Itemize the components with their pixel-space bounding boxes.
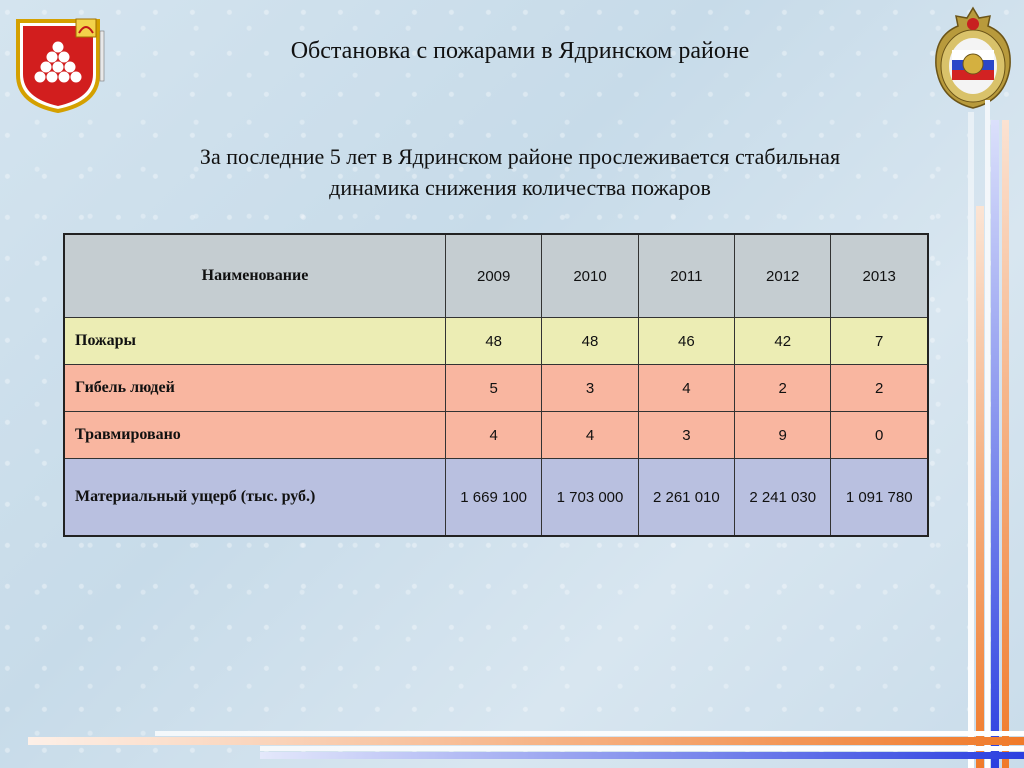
row-label: Пожары xyxy=(64,318,446,365)
table-cell: 4 xyxy=(542,412,638,459)
row-label: Травмировано xyxy=(64,412,446,459)
table-row-injured xyxy=(64,412,928,459)
header-year-2012: 2012 xyxy=(735,234,831,318)
decor-stripe-bottom-blue xyxy=(260,752,1024,759)
decor-stripe-bottom-orange xyxy=(28,737,1024,745)
table-cell: 3 xyxy=(542,365,638,412)
table-cell: 2 xyxy=(735,365,831,412)
table-row-deaths xyxy=(64,365,928,412)
page-title: Обстановка с пожарами в Ядринском районе xyxy=(290,38,750,64)
decor-stripe-white-1 xyxy=(968,112,974,768)
table-cell: 42 xyxy=(735,318,831,365)
table-cell: 2 xyxy=(831,365,928,412)
table-cell: 1 703 000 xyxy=(542,459,638,537)
row-label: Материальный ущерб (тыс. руб.) xyxy=(64,459,446,537)
header-year-2009: 2009 xyxy=(446,234,542,318)
table-cell: 2 241 030 xyxy=(735,459,831,537)
table-row-damage xyxy=(64,459,928,537)
row-label: Гибель людей xyxy=(64,365,446,412)
table-cell: 1 091 780 xyxy=(831,459,928,537)
summary-text xyxy=(100,141,940,203)
table-cell: 1 669 100 xyxy=(446,459,542,537)
decor-stripe-bottom-white xyxy=(155,731,1024,736)
table-cell: 9 xyxy=(735,412,831,459)
table-cell: 46 xyxy=(638,318,734,365)
state-fire-supervision-emblem-icon xyxy=(930,6,1016,110)
decor-stripe-orange-1 xyxy=(976,206,984,768)
header-year-2013: 2013 xyxy=(831,234,928,318)
header-name: Наименование xyxy=(64,234,446,318)
fire-statistics-table xyxy=(63,233,929,537)
summary-line-1: За последние 5 лет в Ядринском районе прослеживается стабильная xyxy=(199,144,841,169)
decor-stripe-white-2 xyxy=(985,100,990,768)
table-cell: 48 xyxy=(446,318,542,365)
table-cell: 2 261 010 xyxy=(638,459,734,537)
table-cell: 48 xyxy=(542,318,638,365)
table-cell: 3 xyxy=(638,412,734,459)
summary-line-2: динамика снижения количества пожаров xyxy=(329,175,711,200)
decor-stripe-orange-2 xyxy=(1002,120,1009,768)
table-header-row xyxy=(64,234,928,318)
header-year-2011: 2011 xyxy=(638,234,734,318)
table-row-fires xyxy=(64,318,928,365)
decor-stripe-blue-1 xyxy=(991,120,999,768)
decor-stripe-bottom-white-2 xyxy=(260,746,1024,751)
district-coat-of-arms-icon xyxy=(14,17,106,113)
table-cell: 5 xyxy=(446,365,542,412)
table-cell: 4 xyxy=(446,412,542,459)
table-cell: 4 xyxy=(638,365,734,412)
table-cell: 0 xyxy=(831,412,928,459)
table-cell: 7 xyxy=(831,318,928,365)
header-year-2010: 2010 xyxy=(542,234,638,318)
